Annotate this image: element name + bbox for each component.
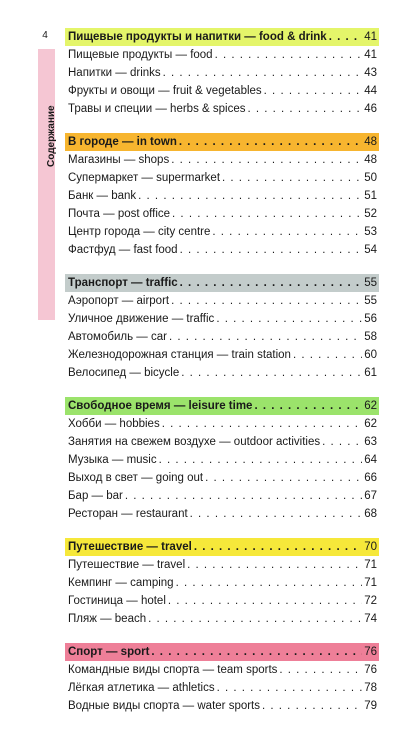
section-title: Спорт — sport — [68, 646, 150, 658]
page-number: 4 — [42, 30, 48, 41]
section-heading[interactable] — [65, 28, 379, 46]
leader-dots — [279, 661, 362, 679]
leader-dots — [217, 679, 363, 697]
entry-label: Автомобиль — car — [68, 331, 167, 343]
toc-entry[interactable] — [65, 223, 379, 241]
side-tab-label: Содержание — [46, 105, 57, 167]
toc-entry[interactable] — [65, 292, 379, 310]
leader-dots — [180, 241, 363, 259]
entry-label: Кемпинг — camping — [68, 577, 174, 589]
toc-entry[interactable] — [65, 661, 379, 679]
toc-section — [65, 28, 379, 118]
leader-dots — [148, 610, 362, 628]
toc-entry[interactable] — [65, 574, 379, 592]
entry-page: 74 — [364, 613, 377, 625]
entry-label: Музыка — music — [68, 454, 157, 466]
entry-label: Путешествие — travel — [68, 559, 186, 571]
leader-dots — [151, 643, 362, 661]
entry-page: 53 — [364, 226, 377, 238]
section-title: Пищевые продукты и напитки — food & drink — [68, 31, 327, 43]
toc-entry[interactable] — [65, 82, 379, 100]
toc-entry[interactable] — [65, 205, 379, 223]
entry-page: 46 — [364, 103, 377, 115]
entry-label: Командные виды спорта — team sports — [68, 664, 278, 676]
entry-page: 43 — [364, 67, 377, 79]
entry-page: 61 — [364, 367, 377, 379]
toc-entry[interactable] — [65, 64, 379, 82]
section-title: Транспорт — traffic — [68, 277, 178, 289]
entry-page: 55 — [364, 295, 377, 307]
entry-label: Пляж — beach — [68, 613, 147, 625]
entry-label: Пищевые продукты — food — [68, 49, 213, 61]
toc-entry[interactable] — [65, 151, 379, 169]
leader-dots — [264, 82, 363, 100]
leader-dots — [329, 28, 363, 46]
entry-label: Велосипед — bicycle — [68, 367, 180, 379]
leader-dots — [162, 415, 362, 433]
entry-page: 67 — [364, 490, 377, 502]
section-heading[interactable] — [65, 274, 379, 292]
section-heading[interactable] — [65, 133, 379, 151]
entry-page: 71 — [364, 577, 377, 589]
section-heading[interactable] — [65, 538, 379, 556]
section-heading[interactable] — [65, 643, 379, 661]
toc-entry[interactable] — [65, 469, 379, 487]
entry-page: 78 — [364, 682, 377, 694]
toc-entry[interactable] — [65, 451, 379, 469]
leader-dots — [322, 433, 362, 451]
leader-dots — [194, 538, 362, 556]
toc-section — [65, 643, 379, 715]
leader-dots — [163, 64, 363, 82]
leader-dots — [187, 556, 362, 574]
toc-section — [65, 274, 379, 382]
section-page: 70 — [364, 541, 377, 553]
toc-section — [65, 538, 379, 628]
entry-label: Бар — bar — [68, 490, 123, 502]
entry-page: 71 — [364, 559, 377, 571]
section-page: 76 — [364, 646, 377, 658]
entry-page: 48 — [364, 154, 377, 166]
toc-entry[interactable] — [65, 187, 379, 205]
leader-dots — [254, 397, 362, 415]
entry-label: Банк — bank — [68, 190, 137, 202]
leader-dots — [172, 205, 362, 223]
entry-page: 41 — [364, 49, 377, 61]
entry-label: Хобби — hobbies — [68, 418, 160, 430]
toc-entry[interactable] — [65, 505, 379, 523]
entry-page: 64 — [364, 454, 377, 466]
toc-entry[interactable] — [65, 610, 379, 628]
entry-label: Почта — post office — [68, 208, 171, 220]
side-tab — [38, 49, 55, 320]
entry-page: 60 — [364, 349, 377, 361]
leader-dots — [262, 697, 362, 715]
toc-section — [65, 397, 379, 523]
entry-label: Железнодорожная станция — train station — [68, 349, 291, 361]
toc-entry[interactable] — [65, 433, 379, 451]
leader-dots — [190, 505, 363, 523]
entry-page: 54 — [364, 244, 377, 256]
entry-label: Ресторан — restaurant — [68, 508, 188, 520]
entry-label: Фрукты и овощи — fruit & vegetables — [68, 85, 262, 97]
section-title: В городе — in town — [68, 136, 177, 148]
entry-label: Супермаркет — supermarket — [68, 172, 221, 184]
section-heading[interactable] — [65, 397, 379, 415]
leader-dots — [179, 133, 362, 151]
entry-label: Магазины — shops — [68, 154, 170, 166]
toc-entry[interactable] — [65, 169, 379, 187]
entry-page: 63 — [364, 436, 377, 448]
toc-entry[interactable] — [65, 697, 379, 715]
entry-page: 52 — [364, 208, 377, 220]
entry-page: 50 — [364, 172, 377, 184]
leader-dots — [181, 364, 362, 382]
leader-dots — [171, 151, 362, 169]
entry-label: Уличное движение — traffic — [68, 313, 215, 325]
leader-dots — [215, 46, 363, 64]
toc-entry[interactable] — [65, 364, 379, 382]
leader-dots — [212, 223, 362, 241]
leader-dots — [169, 328, 362, 346]
toc-entry[interactable] — [65, 46, 379, 64]
entry-page: 66 — [364, 472, 377, 484]
entry-page: 76 — [364, 664, 377, 676]
toc-entry[interactable] — [65, 487, 379, 505]
entry-label: Водные виды спорта — water sports — [68, 700, 261, 712]
leader-dots — [171, 292, 362, 310]
section-title: Свободное время — leisure time — [68, 400, 253, 412]
leader-dots — [125, 487, 362, 505]
leader-dots — [247, 100, 362, 118]
entry-label: Аэропорт — airport — [68, 295, 170, 307]
entry-label: Фастфуд — fast food — [68, 244, 178, 256]
entry-page: 58 — [364, 331, 377, 343]
leader-dots — [176, 574, 363, 592]
toc-entry[interactable] — [65, 679, 379, 697]
toc-entry[interactable] — [65, 328, 379, 346]
toc-section — [65, 133, 379, 259]
entry-label: Гостиница — hotel — [68, 595, 166, 607]
entry-label: Выход в свет — going out — [68, 472, 204, 484]
toc-entry[interactable] — [65, 100, 379, 118]
leader-dots — [205, 469, 362, 487]
entry-label: Лёгкая атлетика — athletics — [68, 682, 215, 694]
section-page: 62 — [364, 400, 377, 412]
section-page: 48 — [364, 136, 377, 148]
toc-entry[interactable] — [65, 346, 379, 364]
entry-page: 56 — [364, 313, 377, 325]
entry-label: Напитки — drinks — [68, 67, 161, 79]
entry-page: 72 — [364, 595, 377, 607]
leader-dots — [138, 187, 362, 205]
toc-entry[interactable] — [65, 592, 379, 610]
entry-label: Занятия на свежем воздухе — outdoor activities — [68, 436, 321, 448]
toc-entry[interactable] — [65, 241, 379, 259]
entry-page: 51 — [364, 190, 377, 202]
entry-label: Травы и специи — herbs & spices — [68, 103, 246, 115]
entry-page: 68 — [364, 508, 377, 520]
leader-dots — [159, 451, 363, 469]
section-page: 41 — [364, 31, 377, 43]
entry-page: 62 — [364, 418, 377, 430]
table-of-contents — [65, 28, 379, 730]
section-title: Путешествие — travel — [68, 541, 192, 553]
leader-dots — [293, 346, 362, 364]
toc-entry[interactable] — [65, 556, 379, 574]
leader-dots — [180, 274, 363, 292]
toc-entry[interactable] — [65, 310, 379, 328]
entry-label: Центр города — city centre — [68, 226, 211, 238]
leader-dots — [168, 592, 362, 610]
leader-dots — [216, 310, 362, 328]
entry-page: 44 — [364, 85, 377, 97]
section-page: 55 — [364, 277, 377, 289]
leader-dots — [222, 169, 362, 187]
toc-entry[interactable] — [65, 415, 379, 433]
entry-page: 79 — [364, 700, 377, 712]
